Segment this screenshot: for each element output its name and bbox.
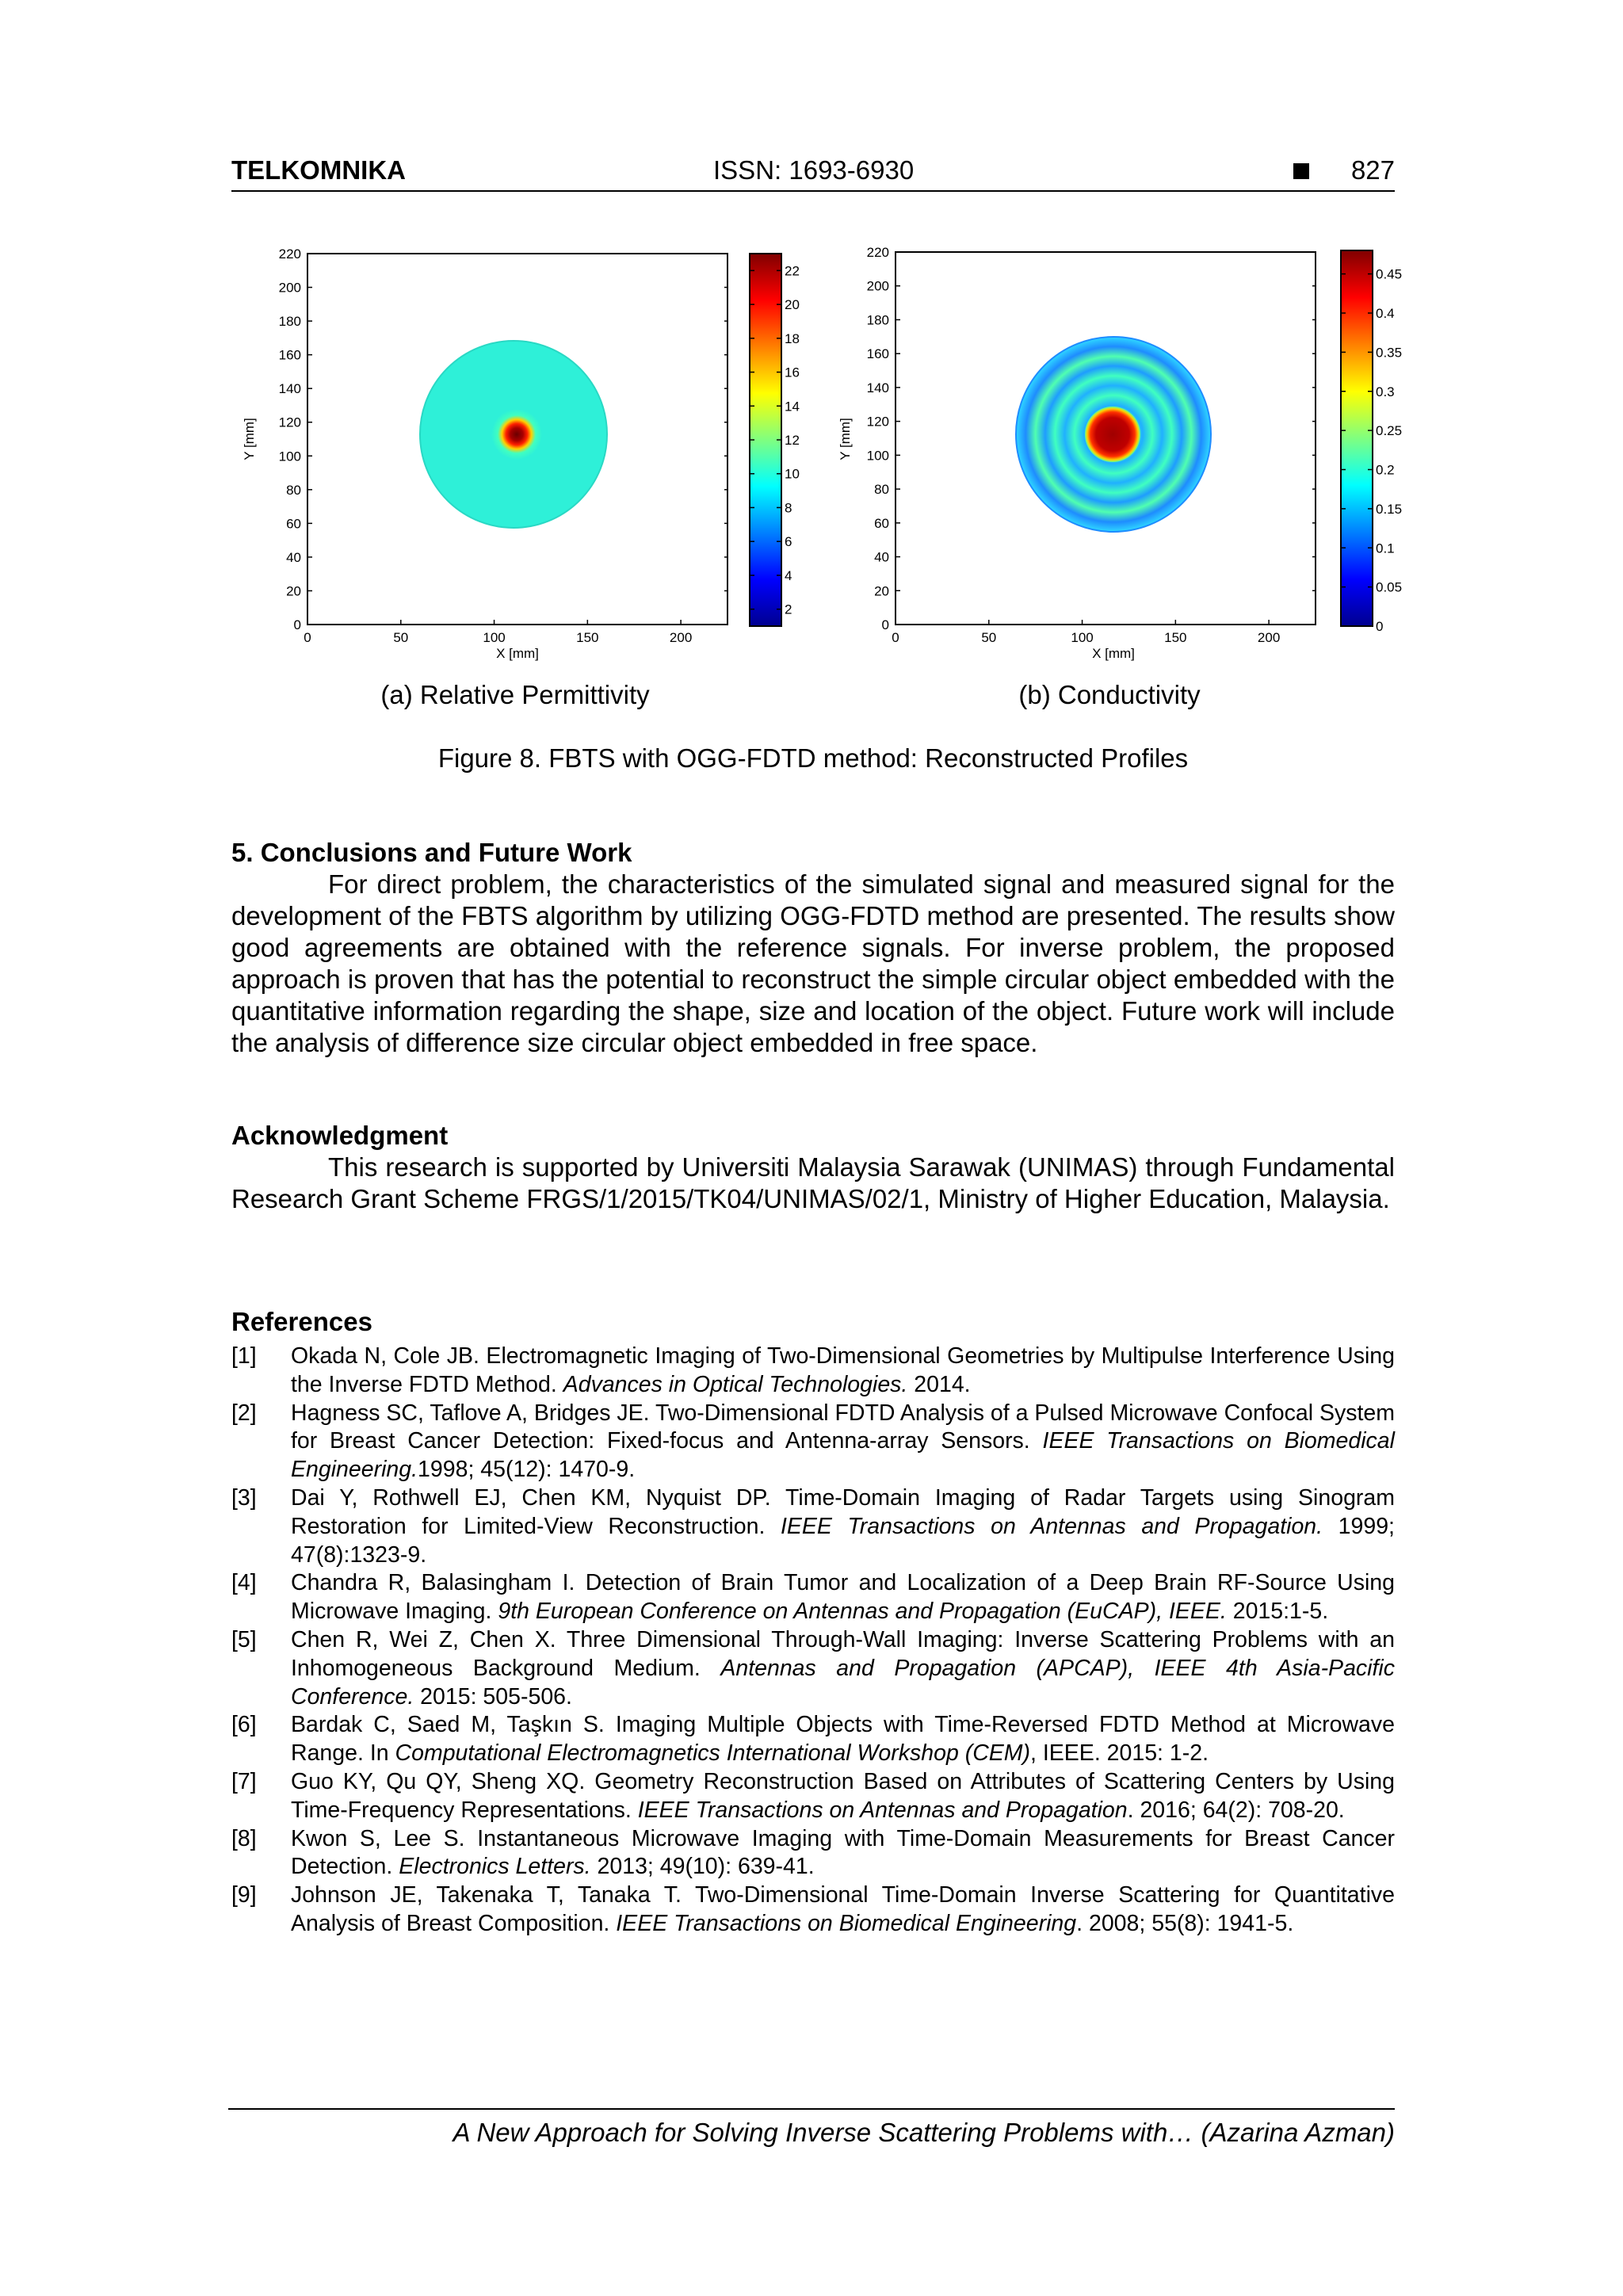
y-tick-label: 20 [874, 583, 889, 599]
colorbar-b [1341, 250, 1373, 626]
y-tick-label: 140 [278, 381, 301, 397]
x-tick-label: 50 [393, 630, 409, 645]
y-tick-label: 160 [278, 347, 301, 363]
acknowledgment-section [231, 1120, 1395, 1215]
y-tick-label: 60 [286, 516, 301, 532]
references-section [231, 1306, 1395, 1939]
x-tick-label: 100 [483, 630, 506, 645]
reference-venue: IEEE Transactions on Antennas and Propagation [637, 1797, 1128, 1823]
x-tick-label: 150 [1164, 630, 1187, 645]
panel-label-a: (a) Relative Permittivity [380, 680, 650, 709]
reference-item [231, 1400, 1395, 1484]
reference-text: Chandra R, Balasingham I. Detection of Brain Tumor and Localization of a Deep Brain RF-Source Using Microwave Imaging. [291, 1570, 1395, 1625]
reference-number: [9] [231, 1882, 257, 1908]
y-tick-label: 220 [866, 245, 889, 260]
reference-venue: IEEE Transactions on Biomedical Engineering. [291, 1428, 1395, 1483]
colorbar-tick-label: 10 [785, 466, 800, 482]
reference-item [231, 1768, 1395, 1825]
y-axis-label-a: Y [mm] [242, 418, 257, 460]
reference-text: Johnson JE, Takenaka T, Tanaka T. Two-Dimensional Time-Domain Inverse Scattering for Quantitative Analysis of Breast Composition. [291, 1882, 1395, 1936]
y-tick-label: 0 [881, 617, 889, 632]
reference-number: [5] [231, 1626, 257, 1652]
conclusions-text: For direct problem, the characteristics of the simulated signal and measured signal for the development of the FBTS algorithm by utilizing OGG-FDTD method are presented. The results show good agreements are obtained with the reference signals. For inverse problem, the proposed approach is proven that has the potential to reconstruct the simple circular object embedded with the quantitative information regarding the shape, size and location of the object. Future work will include the analysis of difference size circular object embedded in free space. [231, 869, 1395, 1057]
reference-text: Guo KY, Qu QY, Sheng XQ. Geometry Reconstruction Based on Attributes of Scattering Centers by Using Time-Frequency Representations. [291, 1768, 1395, 1823]
object-core-b [1085, 407, 1140, 462]
heatmap-conductivity [826, 238, 1403, 674]
y-tick-label: 40 [874, 549, 889, 565]
reference-text: Bardak C, Saed M, Taşkın S. Imaging Multiple Objects with Time-Reversed FDTD Method at Microwave Range. In [291, 1712, 1395, 1767]
x-tick-label: 50 [981, 630, 997, 645]
colorbar-tick-label: 22 [785, 263, 800, 279]
colorbar-tick-label: 14 [785, 399, 800, 415]
colorbar-tick-label: 0.3 [1376, 384, 1395, 399]
reference-tail: 2015: 505-506. [414, 1683, 572, 1710]
reference-tail: 2013; 49(10): 639-41. [590, 1854, 815, 1880]
reference-item [231, 1825, 1395, 1882]
reference-list [231, 1343, 1395, 1939]
y-tick-label: 20 [286, 583, 301, 599]
reference-venue: Computational Electromagnetics International Workshop (CEM) [395, 1740, 1031, 1767]
x-tick-label: 200 [1257, 630, 1281, 645]
colorbar-tick-label: 6 [785, 534, 792, 550]
reference-number: [4] [231, 1570, 257, 1596]
y-tick-label: 220 [278, 246, 301, 262]
reference-tail: 2015:1-5. [1226, 1599, 1329, 1625]
y-tick-label: 100 [278, 449, 301, 464]
reference-tail: . 2016; 64(2): 708-20. [1127, 1797, 1345, 1823]
y-tick-label: 80 [286, 482, 301, 498]
conclusions-section [231, 837, 1395, 1059]
page-header [231, 155, 1395, 192]
colorbar-tick-label: 0 [1376, 619, 1384, 634]
x-tick-label: 0 [892, 630, 899, 645]
figure-panel-a [238, 238, 808, 674]
colorbar-tick-label: 18 [785, 330, 800, 346]
reference-number: [1] [231, 1343, 257, 1369]
reference-item [231, 1343, 1395, 1400]
colorbar-tick-label: 20 [785, 297, 800, 313]
reference-number: [8] [231, 1825, 257, 1851]
reference-text: Okada N, Cole JB. Electromagnetic Imaging of Two-Dimensional Geometries by Multipulse Interference Using the Inverse FDTD Method. [291, 1343, 1395, 1397]
reference-tail: 1999; 47(8):1323-9. [291, 1513, 1395, 1568]
reference-number: [6] [231, 1712, 257, 1738]
colorbar-tick-label: 0.35 [1376, 345, 1403, 361]
colorbar-tick-label: 0.15 [1376, 501, 1403, 517]
panel-label-b: (b) Conductivity [1018, 680, 1201, 709]
colorbar-tick-label: 4 [785, 567, 792, 583]
conclusions-heading: 5. Conclusions and Future Work [231, 838, 632, 867]
x-tick-label: 0 [304, 630, 311, 645]
page-footer: A New Approach for Solving Inverse Scattering Problems with… (Azarina Azman) [228, 2108, 1395, 2148]
y-tick-label: 160 [866, 346, 889, 362]
journal-name: TELKOMNIKA [231, 155, 406, 185]
x-tick-label: 200 [669, 630, 693, 645]
reference-tail: , IEEE. 2015: 1-2. [1030, 1740, 1209, 1767]
reference-item [231, 1881, 1395, 1939]
y-tick-label: 200 [278, 280, 301, 296]
reference-tail: . 2008; 55(8): 1941-5. [1076, 1910, 1294, 1936]
figure-caption: Figure 8. FBTS with OGG-FDTD method: Reconstructed Profiles [437, 743, 1189, 773]
y-tick-label: 140 [866, 380, 889, 395]
colorbar-tick-label: 0.1 [1376, 541, 1395, 556]
y-tick-label: 120 [278, 415, 301, 430]
reference-text: Hagness SC, Taflove A, Bridges JE. Two-Dimensional FDTD Analysis of a Pulsed Microwave Confocal System for Breast Cancer Detection: Fixed-focus and Antenna-array Sensors. [291, 1400, 1395, 1454]
y-tick-label: 40 [286, 549, 301, 565]
acknowledgment-heading: Acknowledgment [231, 1121, 449, 1150]
object-core-a [491, 409, 542, 460]
figure-panel-b [826, 238, 1403, 674]
y-tick-label: 120 [866, 414, 889, 430]
colorbar-tick-label: 0.05 [1376, 579, 1403, 595]
y-tick-label: 80 [874, 482, 889, 498]
colorbar-tick-label: 2 [785, 602, 792, 617]
colorbar-tick-label: 12 [785, 433, 800, 448]
colorbar-tick-label: 16 [785, 365, 800, 380]
reference-tail: 1998; 45(12): 1470-9. [418, 1457, 636, 1483]
y-axis-label-b: Y [mm] [838, 418, 853, 460]
acknowledgment-text: This research is supported by Universiti Malaysia Sarawak (UNIMAS) through Fundamental Research Grant Scheme FRGS/1/2015/TK04/UNIMAS/02/1, Ministry of Higher Education, Malaysia. [231, 1152, 1395, 1213]
reference-number: [3] [231, 1484, 257, 1511]
x-axis-label-b: X [mm] [1092, 646, 1135, 661]
reference-venue: Advances in Optical Technologies. [563, 1371, 908, 1397]
y-tick-label: 180 [278, 314, 301, 330]
reference-item [231, 1711, 1395, 1768]
reference-venue: IEEE Transactions on Antennas and Propagation. [780, 1513, 1323, 1539]
reference-venue: 9th European Conference on Antennas and Propagation (EuCAP), IEEE. [498, 1599, 1227, 1625]
x-tick-label: 100 [1071, 630, 1094, 645]
y-tick-label: 100 [866, 448, 889, 464]
reference-venue: IEEE Transactions on Biomedical Engineering [616, 1910, 1077, 1936]
reference-venue: Antennas and Propagation (APCAP), IEEE 4th Asia-Pacific Conference. [291, 1655, 1395, 1710]
reference-venue: Electronics Letters. [399, 1854, 591, 1880]
x-axis-label-a: X [mm] [496, 646, 539, 661]
y-tick-label: 0 [293, 617, 301, 632]
y-tick-label: 200 [866, 278, 889, 294]
reference-text: Kwon S, Lee S. Instantaneous Microwave Imaging with Time-Domain Measurements for Breast Cancer Detection. [291, 1825, 1395, 1880]
reference-tail: 2014. [907, 1371, 971, 1397]
reference-number: [7] [231, 1768, 257, 1794]
square-bullet-icon [1293, 163, 1309, 179]
reference-item [231, 1484, 1395, 1569]
colorbar-tick-label: 0.25 [1376, 423, 1403, 439]
reference-item [231, 1569, 1395, 1626]
colorbar-tick-label: 8 [785, 500, 792, 516]
colorbar-tick-label: 0.45 [1376, 266, 1403, 282]
colorbar-tick-label: 0.2 [1376, 462, 1395, 478]
x-tick-label: 150 [576, 630, 599, 645]
references-heading: References [231, 1307, 372, 1336]
y-tick-label: 180 [866, 312, 889, 328]
reference-number: [2] [231, 1400, 257, 1426]
reference-text: Chen R, Wei Z, Chen X. Three Dimensional Through-Wall Imaging: Inverse Scattering Problems with an Inhomogeneous Background Medium. [291, 1626, 1395, 1681]
colorbar-tick-label: 0.4 [1376, 306, 1395, 321]
page-number: 827 [1350, 155, 1395, 185]
reference-text: Dai Y, Rothwell EJ, Chen KM, Nyquist DP. Time-Domain Imaging of Radar Targets using Sinogram Restoration for Limited-View Reconstruction. [291, 1484, 1395, 1539]
heatmap-permittivity [238, 238, 808, 674]
reference-item [231, 1626, 1395, 1711]
y-tick-label: 60 [874, 515, 889, 531]
issn: ISSN: 1693-6930 [713, 155, 915, 185]
